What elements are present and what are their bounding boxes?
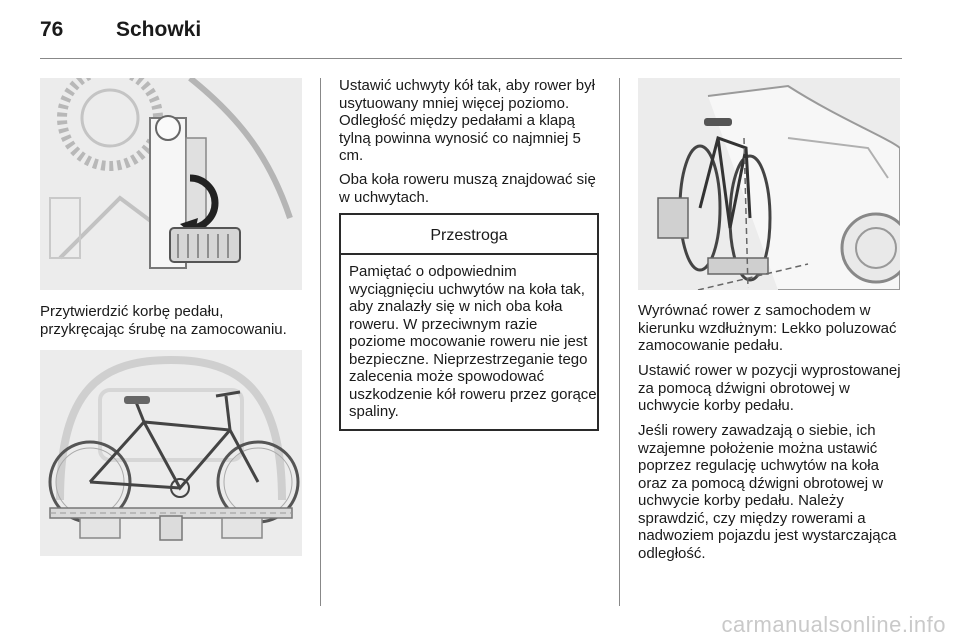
bike-on-carrier-illustration xyxy=(40,350,302,556)
watermark: carmanualsonline.info xyxy=(721,612,946,637)
header-divider xyxy=(40,58,902,59)
column-divider-right xyxy=(619,78,620,606)
section-title: Schowki xyxy=(116,18,202,41)
page-number: 76 xyxy=(40,18,64,41)
paragraph-both-wheels: Oba koła roweru muszą znajdować się w uchwytach. xyxy=(339,171,596,206)
bike-car-alignment-illustration xyxy=(638,78,900,290)
caution-box xyxy=(339,213,599,431)
paragraph-wheel-holders: Ustawić uchwyty kół tak, aby rower był usytuowany mniej więcej poziomo. Odległość między pedałami a klapą tylną powinna wynosić co najmniej 5 cm. xyxy=(339,77,595,164)
paragraph-align-bike: Wyrównać rower z samochodem w kierunku wzdłużnym: Lekko poluzować zamocowanie pedału. xyxy=(638,302,897,354)
paragraph-bikes-clearance: Jeśli rowery zawadzają o siebie, ich wzajemne położenie można ustawić poprzez regulację uchwytów na koła oraz za pomocą dźwigni obrotowej w uchwycie korby pedału. Należy sprawdzić, czy między rowerami a nadwoziem pojazdu jest wystarczająca odległość. xyxy=(638,422,897,562)
column-divider-left xyxy=(320,78,321,606)
paragraph-upright-position: Ustawić rower w pozycji wyprostowanej za pomocą dźwigni obrotowej w uchwycie korby pedału. xyxy=(638,362,901,414)
caption-pedal-clamp: Przytwierdzić korbę pedału, przykręcając śrubę na zamocowaniu. xyxy=(40,303,287,338)
caution-text: Pamiętać o odpowiednim wyciągnięciu uchwytów na koła tak, aby znalazły się w nich oba koła roweru. W przeciwnym razie poziome mocowanie roweru nie jest bezpieczne. Nieprzestrzeganie tego zalecenia może spowodować uszkodzenie kół roweru przez gorące spaliny. xyxy=(349,263,597,420)
pedal-clamp-illustration xyxy=(40,78,302,290)
caution-title: Przestroga xyxy=(341,215,597,255)
